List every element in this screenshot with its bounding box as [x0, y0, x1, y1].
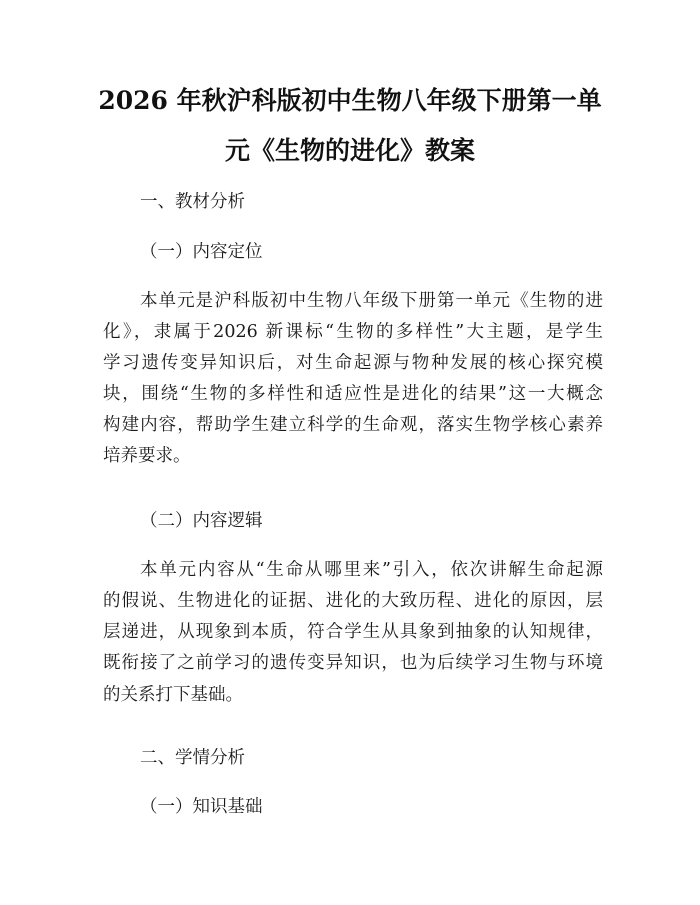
paragraph-line: 既衔接了之前学习的遗传变异知识，也为后续学习生物与环境 [103, 653, 603, 673]
paragraph-line: 培养要求。 [103, 446, 191, 466]
subsection-heading-content-positioning: （一）内容定位 [140, 242, 263, 262]
paragraph-line: 层递进，从现象到本质，符合学生从具象到抽象的认知规律， [103, 622, 603, 642]
paragraph-line: 的关系打下基础。 [103, 685, 243, 705]
subsection-heading-content-logic: （二）内容逻辑 [140, 511, 263, 531]
section-heading-student-analysis: 二、学情分析 [140, 748, 245, 768]
subsection-heading-knowledge-foundation: （一）知识基础 [140, 797, 263, 817]
paragraph-line: 学习遗传变异知识后，对生命起源与物种发展的核心探究模 [103, 353, 603, 373]
document-title-line-2: 元《生物的进化》教案 [224, 136, 475, 165]
paragraph-line: 本单元内容从“生命从哪里来”引入，依次讲解生命起源 [140, 560, 603, 580]
paragraph-line: 本单元是沪科版初中生物八年级下册第一单元《生物的进 [140, 291, 603, 311]
paragraph-line: 构建内容，帮助学生建立科学的生命观，落实生物学核心素养 [103, 415, 603, 435]
paragraph-line: 化》，隶属于2026 新课标“生物的多样性”大主题，是学生 [103, 322, 603, 342]
section-heading-materials-analysis: 一、教材分析 [140, 192, 245, 212]
paragraph-line: 的假说、生物进化的证据、进化的大致历程、进化的原因，层 [103, 591, 603, 611]
document-title-line-1: 2026 年秋沪科版初中生物八年级下册第一单 [98, 86, 602, 115]
paragraph-line: 块，围绕“生物的多样性和适应性是进化的结果”这一大概念 [103, 384, 603, 404]
